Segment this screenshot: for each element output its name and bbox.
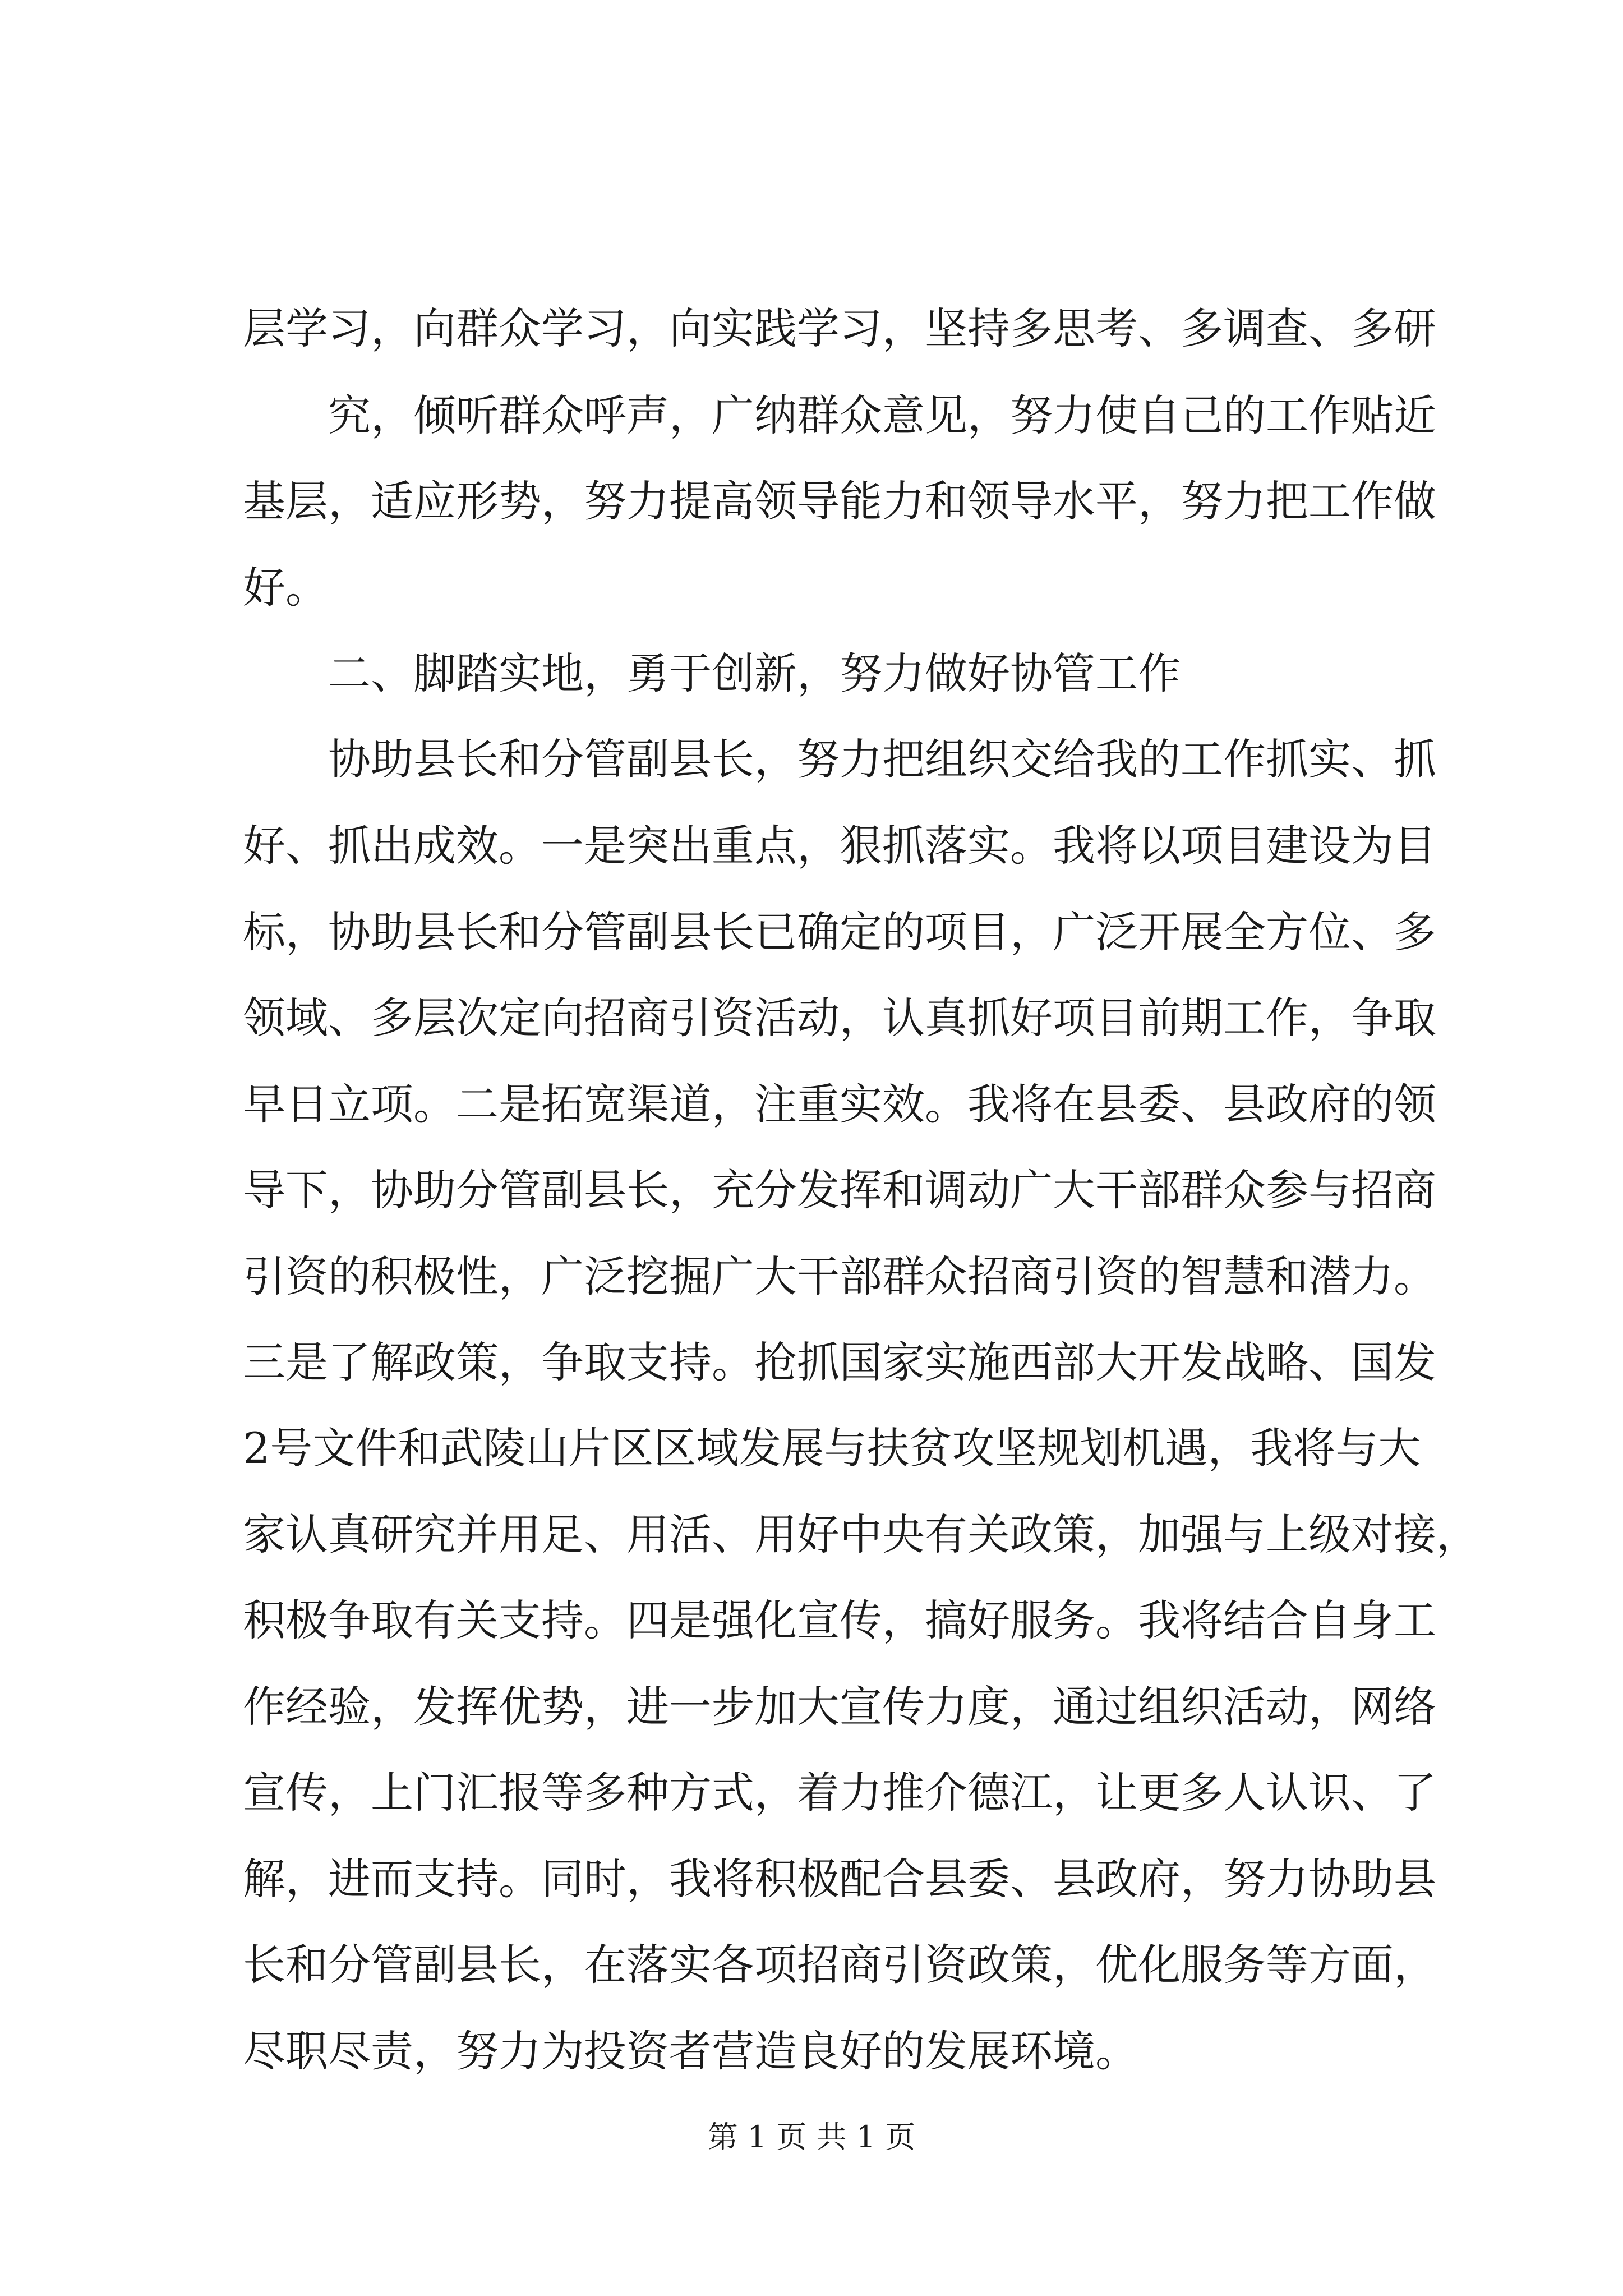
text-line: 早日立项。二是拓宽渠道，注重实效。我将在县委、县政府的领 (243, 1079, 1436, 1129)
text-line: 宣传，上门汇报等多种方式，着力推介德江，让更多人认识、了 (243, 1768, 1436, 1818)
text-line: 导下，协助分管副县长，充分发挥和调动广大干部群众参与招商 (243, 1165, 1436, 1215)
text-line: 解，进而支持。同时，我将积极配合县委、县政府，努力协助县 (243, 1854, 1436, 1904)
text-line: 层学习，向群众学习，向实践学习，坚持多思考、多调查、多研 (243, 303, 1436, 353)
text-line: 积极争取有关支持。四是强化宣传，搞好服务。我将结合自身工 (243, 1595, 1436, 1645)
text-line: 协助县长和分管副县长，努力把组织交给我的工作抓实、抓 (328, 734, 1436, 784)
text-line: 引资的积极性，广泛挖掘广大干部群众招商引资的智慧和潜力。 (243, 1251, 1436, 1301)
text-line: 标，协助县长和分管副县长已确定的项目，广泛开展全方位、多 (243, 907, 1436, 957)
text-line: 三是了解政策，争取支持。抢抓国家实施西部大开发战略、国发 (243, 1337, 1436, 1387)
text-line: 长和分管副县长，在落实各项招商引资政策，优化服务等方面， (243, 1940, 1436, 1990)
text-line: 家认真研究并用足、用活、用好中央有关政策，加强与上级对接， (243, 1510, 1479, 1559)
text-line: 究，倾听群众呼声，广纳群众意见，努力使自己的工作贴近 (328, 390, 1436, 440)
text-line: 2号文件和武陵山片区区域发展与扶贫攻坚规划机遇，我将与大 (243, 1423, 1421, 1473)
text-line: 尽职尽责，努力为投资者营造良好的发展环境。 (243, 2026, 1138, 2076)
section-heading: 二、脚踏实地，勇于创新，努力做好协管工作 (328, 648, 1181, 698)
page-footer: 第 1 页 共 1 页 (707, 2119, 916, 2155)
text-line: 基层，适应形势，努力提高领导能力和领导水平，努力把工作做 (243, 476, 1436, 526)
text-line: 好。 (243, 563, 328, 613)
text-line: 领域、多层次定向招商引资活动，认真抓好项目前期工作，争取 (243, 993, 1436, 1043)
text-line: 作经验，发挥优势，进一步加大宣传力度，通过组织活动，网络 (243, 1682, 1436, 1732)
text-line: 好、抓出成效。一是突出重点，狠抓落实。我将以项目建设为目 (243, 821, 1436, 871)
